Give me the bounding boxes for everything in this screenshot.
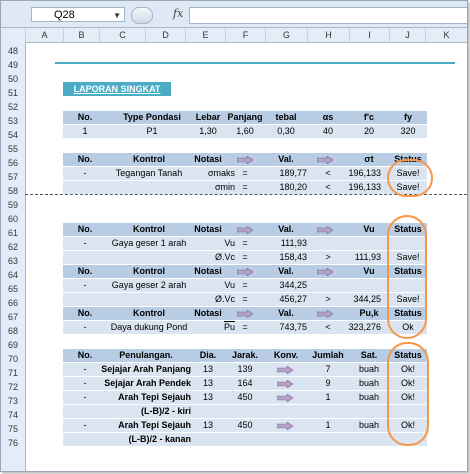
arrow-right-icon — [237, 268, 253, 276]
row-dia[interactable] — [191, 433, 225, 446]
row-notasi[interactable]: σmaks — [207, 168, 235, 178]
table1-cell[interactable]: 1,60 — [236, 126, 254, 136]
row-notasi[interactable]: Vu — [224, 280, 235, 290]
row-dia[interactable]: 13 — [202, 378, 213, 388]
column-header-bar — [1, 28, 467, 43]
row-header[interactable]: 70 — [7, 354, 18, 364]
row-val[interactable]: 189,77 — [279, 168, 307, 178]
arrow-right-icon — [277, 422, 293, 430]
table1-cell[interactable]: 1,30 — [199, 126, 217, 136]
row-jumlah[interactable] — [307, 405, 349, 418]
table-header[interactable]: Vu — [363, 266, 375, 276]
row-no[interactable] — [63, 251, 107, 264]
row-val[interactable]: 180,20 — [279, 182, 307, 192]
row-limit[interactable] — [341, 279, 381, 292]
row-no[interactable] — [63, 181, 107, 194]
row-header[interactable]: 73 — [7, 396, 18, 406]
row-header[interactable]: 51 — [7, 88, 18, 98]
row-dia[interactable]: 13 — [202, 392, 213, 402]
row-no[interactable]: - — [83, 392, 87, 402]
table1-header[interactable]: tebal — [275, 112, 297, 122]
arrow-right-icon — [237, 226, 253, 234]
row-op[interactable]: < — [325, 168, 331, 178]
table-header[interactable]: Pu,k — [359, 308, 379, 318]
column-header-d[interactable]: D — [145, 28, 185, 42]
table4-header[interactable]: Jumlah — [312, 350, 344, 360]
row-header[interactable]: 61 — [7, 228, 18, 238]
status-highlight-oval — [387, 159, 433, 197]
table-header[interactable]: Kontrol — [133, 266, 165, 276]
row-penulangan[interactable]: Arah Tepi Sejauh — [118, 420, 191, 430]
row-penulangan[interactable]: (L-B)/2 - kiri — [140, 406, 191, 416]
row-header[interactable]: 66 — [7, 298, 18, 308]
arrow-right-icon — [277, 366, 293, 374]
row-eq[interactable]: = — [242, 294, 248, 304]
table4-header[interactable]: Sat. — [360, 350, 378, 360]
table-header[interactable]: Notasi — [194, 266, 222, 276]
row-header[interactable]: 62 — [7, 242, 18, 252]
formula-input[interactable] — [189, 7, 468, 24]
table-header[interactable]: Status — [394, 224, 422, 234]
table4-header[interactable]: Konv. — [273, 350, 299, 360]
row-jumlah[interactable]: 9 — [325, 378, 331, 388]
row-kontrol[interactable]: Gaya geser 1 arah — [111, 238, 187, 248]
row-dia[interactable] — [191, 405, 225, 418]
row-no[interactable]: - — [83, 420, 87, 430]
column-header-b[interactable]: B — [63, 28, 99, 42]
row-header[interactable]: 50 — [7, 74, 18, 84]
row-jumlah[interactable]: 7 — [325, 364, 331, 374]
row-op[interactable]: < — [325, 182, 331, 192]
table4-header[interactable]: Jarak. — [231, 350, 259, 360]
row-kontrol[interactable] — [107, 293, 191, 306]
column-header-g[interactable]: G — [265, 28, 307, 42]
row-header[interactable]: 74 — [7, 410, 18, 420]
table-header[interactable]: Val. — [278, 154, 294, 164]
row-op[interactable]: < — [325, 322, 331, 332]
row-jumlah[interactable]: 1 — [325, 420, 331, 430]
row-header[interactable]: 54 — [7, 130, 18, 140]
row-limit[interactable]: 196,133 — [348, 168, 381, 178]
table-header[interactable]: Kontrol — [133, 154, 165, 164]
row-notasi[interactable]: Vu — [224, 238, 235, 248]
chevron-down-icon[interactable]: ▼ — [113, 11, 121, 20]
row-val[interactable]: 158,43 — [279, 252, 307, 262]
arrow-right-icon — [237, 310, 253, 318]
column-header-i[interactable]: I — [349, 28, 389, 42]
row-header[interactable]: 69 — [7, 340, 18, 350]
row-limit[interactable]: 111,93 — [354, 252, 381, 262]
row-header[interactable]: 57 — [7, 172, 18, 182]
row-no[interactable]: - — [83, 280, 87, 290]
header-rule — [55, 62, 455, 64]
table-header[interactable]: σt — [364, 154, 374, 164]
table1-header[interactable]: Panjang — [227, 112, 263, 122]
row-header[interactable]: 67 — [7, 312, 18, 322]
table4-header[interactable]: No. — [77, 350, 93, 360]
arrow-right-icon — [317, 226, 333, 234]
row-sat[interactable]: buah — [358, 392, 380, 402]
row-no[interactable]: - — [83, 322, 87, 332]
row-sat[interactable] — [349, 405, 389, 418]
row-header[interactable]: 68 — [7, 326, 18, 336]
table-header[interactable]: Status — [394, 308, 422, 318]
row-header[interactable]: 72 — [7, 382, 18, 392]
row-header[interactable]: 59 — [7, 200, 18, 210]
table-header[interactable]: Val. — [278, 266, 294, 276]
row-notasi[interactable]: Ø.Vc — [214, 252, 235, 262]
column-header-f[interactable]: F — [225, 28, 265, 42]
table-header[interactable]: No. — [77, 308, 93, 318]
column-header-a[interactable]: A — [25, 28, 63, 42]
row-kontrol[interactable]: Tegangan Tanah — [115, 168, 183, 178]
row-sat[interactable] — [349, 433, 389, 446]
table-header[interactable]: Notasi — [194, 224, 222, 234]
row-notasi[interactable]: Ø.Vc — [214, 294, 235, 304]
status-cell[interactable]: Ok — [402, 322, 414, 332]
table4-header[interactable]: Status — [394, 350, 422, 360]
row-no[interactable]: - — [83, 168, 87, 178]
table-header[interactable]: Val. — [278, 308, 294, 318]
table-header[interactable]: Status — [394, 266, 422, 276]
table1-header[interactable]: fy — [403, 112, 412, 122]
table-header[interactable]: Kontrol — [133, 224, 165, 234]
row-val[interactable]: 111,93 — [280, 238, 307, 248]
table1-cell[interactable]: 0,30 — [277, 126, 295, 136]
row-header[interactable]: 52 — [7, 102, 18, 112]
row-val[interactable]: 743,75 — [279, 322, 307, 332]
table1-cell[interactable]: 320 — [400, 126, 416, 136]
table-header[interactable]: No. — [77, 224, 93, 234]
row-sat[interactable]: buah — [358, 378, 380, 388]
row-jarak[interactable] — [225, 405, 265, 418]
status-cell[interactable]: Save! — [396, 252, 420, 262]
row-kontrol[interactable] — [107, 251, 191, 264]
row-limit[interactable]: 196,133 — [348, 182, 381, 192]
table4-header[interactable]: Penulangan. — [119, 350, 173, 360]
name-box[interactable] — [31, 7, 125, 22]
row-header[interactable]: 63 — [7, 256, 18, 266]
row-penulangan[interactable]: Arah Tepi Sejauh — [118, 392, 191, 402]
row-jarak[interactable]: 450 — [237, 392, 253, 402]
table4-header[interactable]: Dia. — [199, 350, 217, 360]
column-header-k[interactable]: K — [425, 28, 467, 42]
row-kontrol[interactable]: Daya dukung Pond — [110, 322, 188, 332]
table-header[interactable]: Status — [394, 154, 422, 164]
row-header-bar — [1, 42, 26, 472]
row-header[interactable]: 76 — [7, 438, 18, 448]
table1-header[interactable]: Lebar — [195, 112, 221, 122]
row-jarak[interactable]: 450 — [237, 420, 253, 430]
row-val[interactable]: 344,25 — [279, 280, 307, 290]
table-header[interactable]: Notasi — [194, 308, 222, 318]
row-eq[interactable]: = — [242, 238, 248, 248]
arrow-right-icon — [317, 268, 333, 276]
arrow-right-icon — [317, 310, 333, 318]
row-no[interactable]: - — [83, 364, 87, 374]
column-header-h[interactable]: H — [307, 28, 349, 42]
row-dia[interactable]: 13 — [202, 364, 213, 374]
table1-header[interactable]: No. — [77, 112, 93, 122]
row-limit[interactable] — [341, 237, 381, 250]
row-header[interactable]: 53 — [7, 116, 18, 126]
table1-header[interactable]: Type Pondasi — [123, 112, 181, 122]
table-header[interactable]: Vu — [363, 224, 375, 234]
column-header-j[interactable]: J — [389, 28, 425, 42]
column-header-c[interactable]: C — [99, 28, 145, 42]
row-dia[interactable]: 13 — [202, 420, 213, 430]
row-header[interactable]: 64 — [7, 270, 18, 280]
row-penulangan[interactable]: Sejajar Arah Pendek — [104, 378, 191, 388]
table-header[interactable]: No. — [77, 154, 93, 164]
table1-header[interactable]: αs — [322, 112, 334, 122]
row-header[interactable]: 56 — [7, 158, 18, 168]
row-eq[interactable]: = — [242, 280, 248, 290]
function-icon[interactable]: fx — [173, 7, 184, 20]
status-cell[interactable]: Ok! — [400, 420, 415, 430]
row-header[interactable]: 75 — [7, 424, 18, 434]
table1-header[interactable]: f'c — [363, 112, 375, 122]
row-no[interactable]: - — [83, 238, 87, 248]
row-header[interactable]: 55 — [7, 144, 18, 154]
row-jarak[interactable]: 164 — [237, 378, 253, 388]
table1-cell[interactable]: P1 — [146, 126, 158, 136]
row-op[interactable]: > — [325, 252, 331, 262]
arrow-right-icon — [237, 156, 253, 164]
row-header[interactable]: 60 — [7, 214, 18, 224]
status-highlight-oval — [387, 342, 429, 446]
formula-bar-handle[interactable] — [131, 7, 153, 24]
row-eq[interactable]: = — [242, 168, 248, 178]
row-op[interactable]: > — [325, 294, 331, 304]
row-val[interactable]: 456,27 — [279, 294, 307, 304]
table1-cell[interactable]: 20 — [363, 126, 374, 136]
row-header[interactable]: 71 — [7, 368, 18, 378]
arrow-right-icon — [277, 394, 293, 402]
row-header[interactable]: 65 — [7, 284, 18, 294]
row-jumlah[interactable] — [307, 433, 349, 446]
status-cell[interactable]: Save! — [396, 168, 420, 178]
row-limit[interactable]: 323,276 — [348, 322, 381, 332]
table-header[interactable]: Notasi — [194, 154, 222, 164]
table-header[interactable]: No. — [77, 266, 93, 276]
row-jumlah[interactable]: 1 — [325, 392, 331, 402]
row-limit[interactable]: 344,25 — [353, 294, 381, 304]
table-header[interactable]: Kontrol — [133, 308, 165, 318]
row-kontrol[interactable] — [107, 181, 191, 194]
row-eq[interactable]: = — [242, 322, 248, 332]
row-header[interactable]: 49 — [7, 60, 18, 70]
row-header[interactable]: 58 — [7, 186, 18, 196]
status-cell[interactable]: Ok! — [400, 364, 415, 374]
row-jarak[interactable]: 139 — [237, 364, 253, 374]
status-cell[interactable]: Ok! — [400, 378, 415, 388]
table-header[interactable]: Val. — [278, 224, 294, 234]
row-no[interactable]: - — [83, 378, 87, 388]
row-penulangan[interactable]: Sejajar Arah Panjang — [101, 364, 191, 374]
row-eq[interactable]: = — [242, 252, 248, 262]
row-kontrol[interactable]: Gaya geser 2 arah — [111, 280, 187, 290]
row-jarak[interactable] — [225, 433, 265, 446]
status-cell[interactable]: Save! — [396, 294, 420, 304]
report-title[interactable] — [63, 82, 171, 96]
report-title-text: LAPORAN SINGKAT — [73, 84, 161, 94]
row-header[interactable]: 48 — [7, 46, 18, 56]
row-notasi[interactable]: σmin — [214, 182, 235, 192]
status-highlight-oval — [387, 215, 427, 339]
row-penulangan[interactable]: (L-B)/2 - kanan — [128, 434, 191, 444]
status-cell[interactable]: Save! — [396, 182, 420, 192]
table1-cell[interactable]: 1 — [82, 126, 88, 136]
arrow-right-icon — [277, 380, 293, 388]
row-no[interactable] — [63, 293, 107, 306]
name-box-value: Q28 — [54, 9, 75, 21]
table1-cell[interactable]: 40 — [322, 126, 333, 136]
row-sat[interactable]: buah — [358, 420, 380, 430]
row-sat[interactable]: buah — [358, 364, 380, 374]
status-cell[interactable]: Ok! — [400, 392, 415, 402]
row-eq[interactable]: = — [242, 182, 248, 192]
row-notasi[interactable]: $\overline{Pu}$ — [223, 322, 235, 332]
arrow-right-icon — [317, 156, 333, 164]
column-header-e[interactable]: E — [185, 28, 225, 42]
formula-bar — [1, 1, 467, 28]
